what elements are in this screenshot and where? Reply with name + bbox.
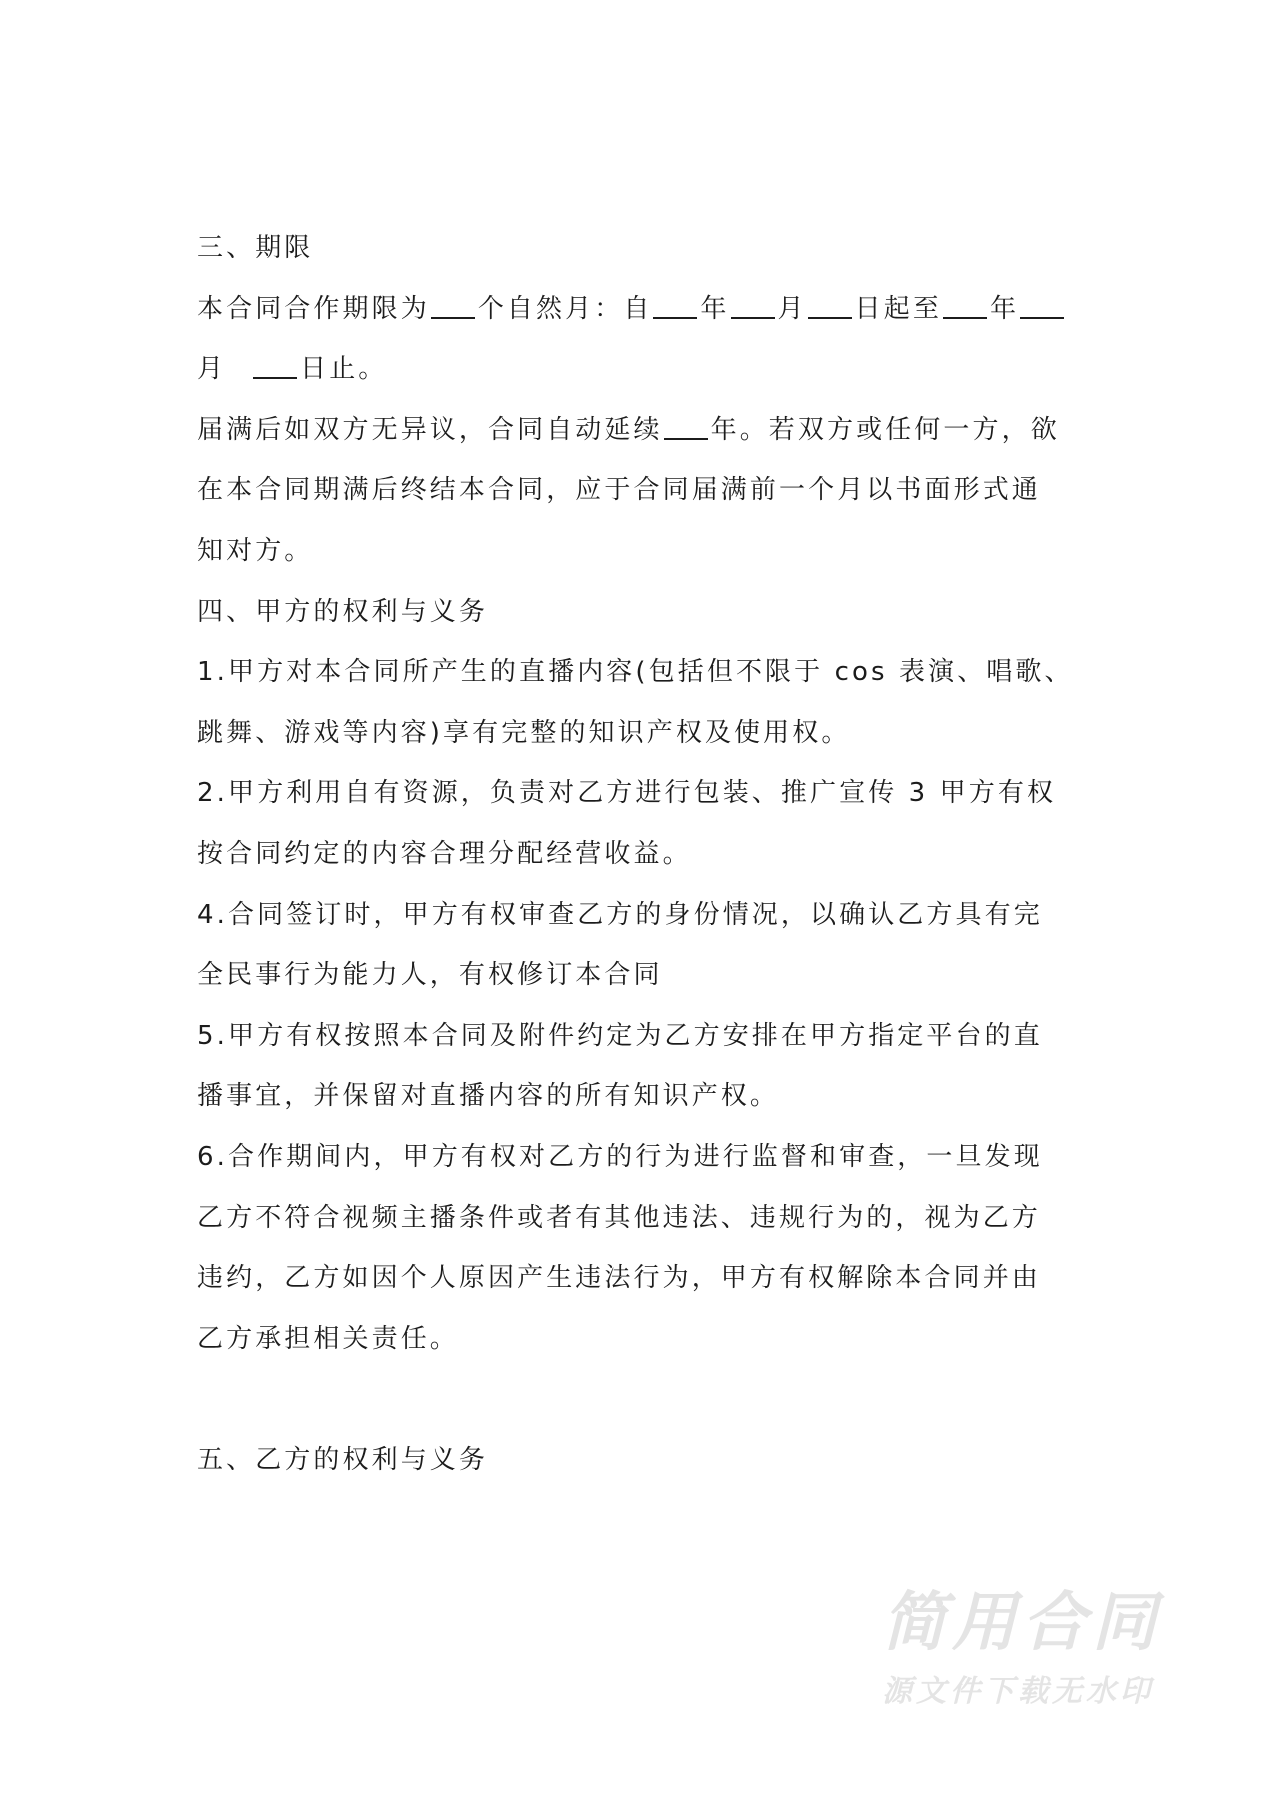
paragraph-line: 1.甲方对本合同所产生的直播内容(包括但不限于 cos 表演、唱歌、: [197, 657, 1074, 688]
paragraph-line: 2.甲方利用自有资源，负责对乙方进行包装、推广宣传 3 甲方有权: [197, 778, 1057, 809]
blank-field-months[interactable]: [431, 293, 475, 319]
text-segment: 日止。: [300, 354, 388, 385]
blank-field-end-month[interactable]: [1020, 293, 1064, 319]
paragraph-line: 4.合同签订时，甲方有权审查乙方的身份情况，以确认乙方具有完: [197, 899, 1043, 930]
text-segment: 个自然月：自: [477, 293, 653, 324]
paragraph-line: 跳舞、游戏等内容)享有完整的知识产权及使用权。: [197, 717, 851, 748]
paragraph-line: 乙方不符合视频主播条件或者有其他违法、违规行为的，视为乙方: [197, 1202, 1041, 1233]
paragraph-line: 6.合作期间内，甲方有权对乙方的行为进行监督和审查，一旦发现: [197, 1141, 1043, 1172]
text-segment: 年: [989, 293, 1020, 324]
paragraph-line: 5.甲方有权按照本合同及附件约定为乙方安排在甲方指定平台的直: [197, 1020, 1043, 1051]
text-segment: 本合同合作期限为: [197, 293, 430, 324]
section-heading-party-a: 四、甲方的权利与义务: [197, 596, 489, 627]
text-segment: 年。若双方或任何一方，欲: [710, 414, 1060, 445]
blank-field-renewal-years[interactable]: [664, 414, 708, 440]
blank-field-end-year[interactable]: [943, 293, 987, 319]
blank-field-start-day[interactable]: [808, 293, 852, 319]
paragraph-line: 在本合同期满后终结本合同，应于合同届满前一个月以书面形式通: [197, 475, 1041, 506]
paragraph-line: 全民事行为能力人，有权修订本合同: [197, 960, 663, 991]
paragraph-line: 乙方承担相关责任。: [197, 1323, 459, 1354]
term-period-line: [197, 289, 1097, 350]
term-end-line: [197, 349, 1097, 410]
contract-body: [197, 228, 1097, 1500]
section-heading-term: 三、期限: [197, 233, 314, 263]
text-segment: 届满后如双方无异议，合同自动延续: [197, 414, 663, 445]
paragraph-line: 按合同约定的内容合理分配经营收益。: [197, 838, 692, 869]
blank-field-start-month[interactable]: [731, 293, 775, 319]
section-heading-party-b: 五、乙方的权利与义务: [197, 1444, 489, 1475]
watermark-title: 简用合同: [882, 1586, 1162, 1660]
paragraph-line: 播事宜，并保留对直播内容的所有知识产权。: [197, 1081, 780, 1112]
text-segment: 月: [777, 293, 807, 324]
watermark: [882, 1588, 1202, 1712]
paragraph-line: 违约，乙方如因个人原因产生违法行为，甲方有权解除本合同并由: [197, 1263, 1041, 1294]
text-segment: 日起至: [854, 293, 942, 324]
text-segment: 月: [197, 354, 227, 385]
blank-field-start-year[interactable]: [653, 293, 697, 319]
watermark-subtitle: 源文件下载无水印: [882, 1674, 1154, 1709]
paragraph-line: 知对方。: [197, 535, 314, 566]
text-segment: 年: [700, 293, 730, 324]
renewal-line: [197, 410, 1097, 471]
blank-field-end-day[interactable]: [253, 353, 297, 379]
